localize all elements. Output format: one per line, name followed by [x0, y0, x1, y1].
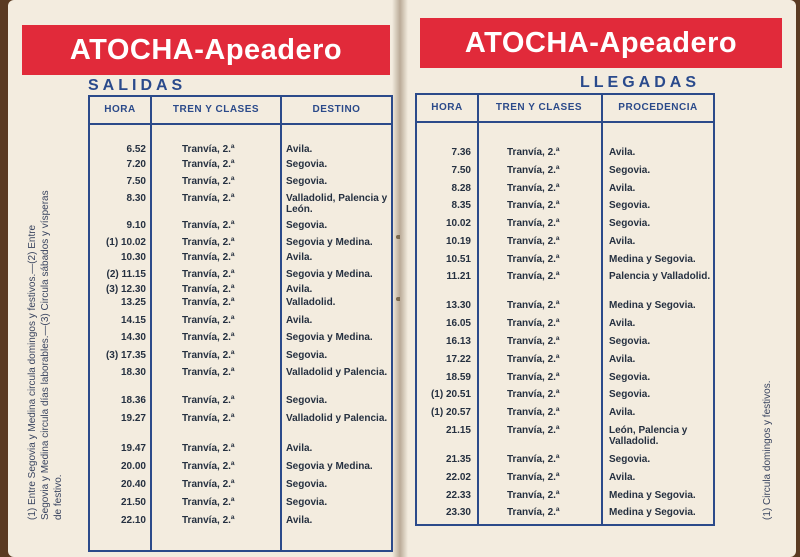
cell-hora: 22.02 [445, 472, 471, 483]
cell-procedencia: Segovia. [609, 389, 651, 400]
cell-tren: Tranvía, 2.ª [182, 269, 235, 280]
cell-tren: Tranvía, 2.ª [182, 367, 235, 378]
cell-tren: Tranvía, 2.ª [507, 165, 560, 176]
cell-tren: Tranvía, 2.ª [182, 461, 235, 472]
footnote-line: Segovia y Medina circula días laborables.—(3) Circula sábados y vísperas [40, 190, 51, 520]
cell-procedencia: Segovia. [609, 372, 651, 383]
cell-tren: Tranvía, 2.ª [507, 454, 560, 465]
cell-hora: 7.20 [126, 159, 146, 170]
arrivals-footnote: (1) Circula domingos y festivos. [762, 380, 773, 520]
cell-destino: Segovia y Medina. [286, 237, 373, 248]
cell-tren: Tranvía, 2.ª [182, 350, 235, 361]
cell-procedencia: Segovia. [609, 200, 651, 211]
cell-hora: 8.28 [451, 183, 471, 194]
cell-hora: 23.30 [445, 507, 471, 518]
cell-tren: Tranvía, 2.ª [507, 389, 560, 400]
cell-tren: Tranvía, 2.ª [182, 159, 235, 170]
left-banner-title: ATOCHA-Apeadero [22, 25, 390, 75]
cell-destino: Segovia. [286, 479, 328, 490]
cell-hora: (1) 20.57 [430, 407, 471, 418]
cell-destino: Avila. [286, 252, 313, 263]
cell-tren: Tranvía, 2.ª [507, 236, 560, 247]
cell-hora: 13.30 [445, 300, 471, 311]
cell-hora: 7.36 [451, 147, 471, 158]
cell-destino: Segovia. [286, 497, 328, 508]
cell-hora: 11.21 [446, 271, 471, 282]
cell-tren: Tranvía, 2.ª [182, 220, 235, 231]
table-row [90, 413, 391, 437]
cell-hora: 9.10 [126, 220, 146, 231]
cell-tren: Tranvía, 2.ª [182, 297, 235, 308]
cell-hora: 6.52 [126, 144, 146, 155]
departures-footnotes [26, 120, 65, 520]
cell-procedencia: Avila. [609, 318, 636, 329]
cell-tren: Tranvía, 2.ª [182, 237, 235, 248]
cell-destino: Segovia y Medina. [286, 461, 373, 472]
cell-destino: Avila. [286, 515, 313, 526]
cell-destino: Valladolid. [286, 297, 336, 308]
table-row [90, 515, 391, 539]
cell-hora: (1) 10.02 [105, 237, 146, 248]
cell-hora: 21.35 [445, 454, 471, 465]
cell-hora: (2) 11.15 [106, 269, 146, 280]
header-hora: HORA [104, 104, 136, 115]
cell-hora: 22.10 [120, 515, 146, 526]
arrivals-table-header [417, 95, 713, 123]
cell-tren: Tranvía, 2.ª [182, 193, 235, 204]
cell-hora: (1) 20.51 [430, 389, 471, 400]
cell-hora: 8.30 [126, 193, 146, 204]
cell-hora: 14.15 [120, 315, 146, 326]
cell-hora: 22.33 [445, 490, 471, 501]
cell-procedencia: Medina y Segovia. [609, 300, 696, 311]
cell-destino: Avila. [286, 144, 313, 155]
cell-destino: Segovia. [286, 159, 328, 170]
cell-destino: Segovia. [286, 350, 328, 361]
cell-hora: 18.59 [445, 372, 471, 383]
cell-procedencia: Medina y Segovia. [609, 490, 696, 501]
cell-tren: Tranvía, 2.ª [182, 497, 235, 508]
cell-tren: Tranvía, 2.ª [182, 176, 235, 187]
cell-destino: Valladolid y Palencia. [286, 413, 388, 424]
cell-tren: Tranvía, 2.ª [507, 318, 560, 329]
cell-tren: Tranvía, 2.ª [182, 315, 235, 326]
cell-tren: Tranvía, 2.ª [507, 300, 560, 311]
cell-hora: 19.47 [120, 443, 146, 454]
cell-hora: 21.15 [445, 425, 471, 436]
cell-tren: Tranvía, 2.ª [182, 284, 235, 295]
cell-destino: Avila. [286, 315, 313, 326]
cell-procedencia: Avila. [609, 407, 636, 418]
cell-procedencia: Avila. [609, 236, 636, 247]
arrivals-table [415, 93, 715, 526]
cell-procedencia: Medina y Segovia. [609, 507, 696, 518]
cell-hora: 7.50 [126, 176, 146, 187]
cell-tren: Tranvía, 2.ª [507, 147, 560, 158]
cell-tren: Tranvía, 2.ª [507, 271, 560, 282]
cell-hora: 20.00 [120, 461, 146, 472]
cell-destino: Segovia. [286, 220, 328, 231]
cell-hora: 17.22 [445, 354, 471, 365]
header-tren-clases: TREN Y CLASES [495, 102, 583, 113]
cell-tren: Tranvía, 2.ª [507, 354, 560, 365]
cell-procedencia: Medina y Segovia. [609, 254, 696, 265]
cell-tren: Tranvía, 2.ª [507, 425, 560, 436]
cell-destino: Segovia. [286, 395, 328, 406]
cell-procedencia: León, Palencia y Valladolid. [609, 425, 688, 447]
cell-tren: Tranvía, 2.ª [507, 407, 560, 418]
cell-procedencia: Segovia. [609, 165, 651, 176]
cell-destino: Segovia y Medina. [286, 332, 373, 343]
table-row [417, 507, 713, 531]
cell-hora: 20.40 [120, 479, 146, 490]
left-page [8, 0, 400, 557]
cell-destino: Valladolid, Palencia y León. [286, 193, 388, 215]
cell-tren: Tranvía, 2.ª [182, 144, 235, 155]
cell-tren: Tranvía, 2.ª [182, 443, 235, 454]
cell-hora: 18.36 [120, 395, 146, 406]
cell-hora: 14.30 [120, 332, 146, 343]
cell-procedencia: Avila. [609, 354, 636, 365]
cell-procedencia: Avila. [609, 183, 636, 194]
cell-tren: Tranvía, 2.ª [182, 395, 235, 406]
cell-tren: Tranvía, 2.ª [507, 183, 560, 194]
cell-tren: Tranvía, 2.ª [507, 507, 560, 518]
cell-tren: Tranvía, 2.ª [182, 332, 235, 343]
cell-tren: Tranvía, 2.ª [507, 336, 560, 347]
cell-destino: Segovia y Medina. [286, 269, 373, 280]
footnote-line: de festivo. [53, 474, 64, 520]
cell-procedencia: Segovia. [609, 336, 651, 347]
cell-destino: Avila. [286, 284, 313, 295]
cell-hora: (3) 12.30 [105, 284, 146, 295]
departures-table-header [90, 97, 391, 125]
header-procedencia: PROCEDENCIA [618, 102, 698, 113]
cell-hora: 21.50 [120, 497, 146, 508]
cell-destino: Valladolid y Palencia. [286, 367, 388, 378]
header-destino: DESTINO [312, 104, 361, 115]
cell-tren: Tranvía, 2.ª [507, 490, 560, 501]
departures-subtitle: SALIDAS [88, 77, 187, 94]
table-row [417, 271, 713, 295]
cell-hora: 16.05 [445, 318, 471, 329]
cell-tren: Tranvía, 2.ª [507, 218, 560, 229]
arrivals-subtitle: LLEGADAS [580, 74, 700, 91]
cell-procedencia: Avila. [609, 147, 636, 158]
cell-hora: (3) 17.35 [105, 350, 146, 361]
cell-procedencia: Segovia. [609, 218, 651, 229]
cell-procedencia: Segovia. [609, 454, 651, 465]
cell-destino: Segovia. [286, 176, 328, 187]
cell-hora: 16.13 [445, 336, 471, 347]
cell-hora: 10.02 [445, 218, 471, 229]
cell-destino: Avila. [286, 443, 313, 454]
footnote-line: (1) Entre Segovia y Medina circula domingos y festivos.—(2) Entre [27, 224, 38, 520]
cell-hora: 7.50 [451, 165, 471, 176]
cell-tren: Tranvía, 2.ª [182, 413, 235, 424]
cell-hora: 18.30 [120, 367, 146, 378]
header-tren-clases: TREN Y CLASES [172, 104, 260, 115]
table-row [417, 425, 713, 449]
cell-hora: 10.19 [445, 236, 471, 247]
cell-hora: 8.35 [451, 200, 471, 211]
cell-procedencia: Avila. [609, 472, 636, 483]
cell-tren: Tranvía, 2.ª [182, 515, 235, 526]
page-gutter-shadow [392, 0, 400, 557]
header-hora: HORA [431, 102, 463, 113]
cell-hora: 13.25 [120, 297, 146, 308]
right-banner-title: ATOCHA-Apeadero [420, 18, 782, 68]
cell-tren: Tranvía, 2.ª [182, 479, 235, 490]
cell-procedencia: Palencia y Valladolid. [609, 271, 711, 282]
cell-hora: 10.30 [120, 252, 146, 263]
cell-tren: Tranvía, 2.ª [507, 472, 560, 483]
cell-tren: Tranvía, 2.ª [507, 372, 560, 383]
cell-hora: 10.51 [445, 254, 471, 265]
cell-tren: Tranvía, 2.ª [507, 200, 560, 211]
cell-hora: 19.27 [120, 413, 146, 424]
departures-table [88, 95, 393, 552]
cell-tren: Tranvía, 2.ª [182, 252, 235, 263]
table-row [90, 367, 391, 391]
table-row [90, 193, 391, 217]
cell-tren: Tranvía, 2.ª [507, 254, 560, 265]
page-gutter-shadow [400, 0, 408, 557]
right-page [400, 0, 796, 557]
